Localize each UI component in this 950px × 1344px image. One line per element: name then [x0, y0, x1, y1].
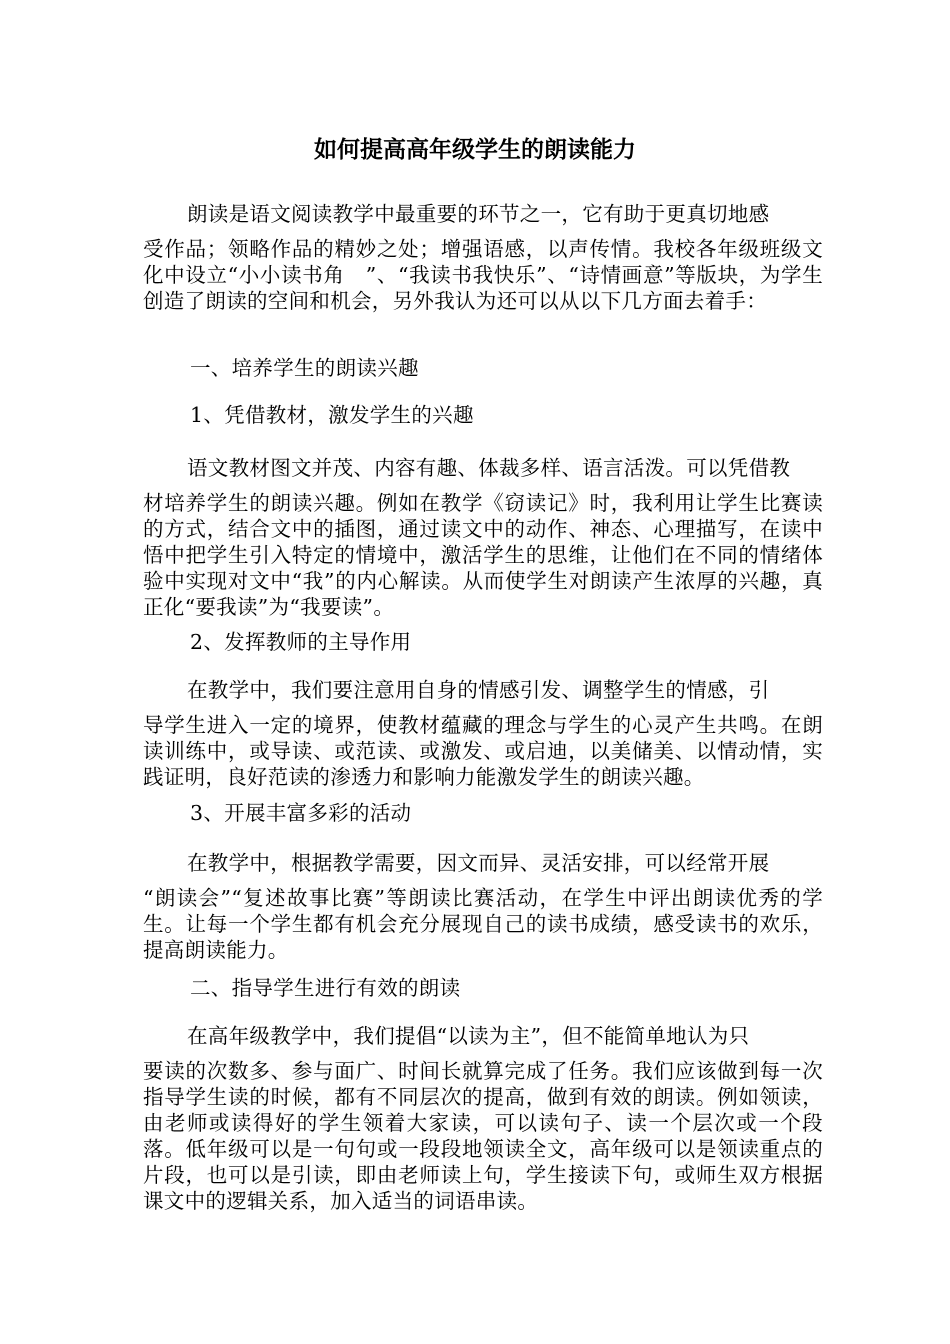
section-heading-1: 一、培养学生的朗读兴趣: [190, 356, 419, 380]
paragraph-effective-reading-first-line: 在高年级教学中，我们提倡“以读为主”，但不能简单地认为只: [187, 1024, 750, 1048]
paragraph-activities-first-line: 在教学中，根据教学需要，因文而异、灵活安排，可以经常开展: [187, 851, 770, 875]
section-heading-2: 二、指导学生进行有效的朗读: [190, 976, 461, 1000]
subsection-heading-1-1: 1、凭借教材，激发学生的兴趣: [190, 403, 474, 427]
subsection-heading-1-2: 2、发挥教师的主导作用: [190, 630, 412, 654]
paragraph-activities-body: “朗读会”“复述故事比赛”等朗读比赛活动，在学生中评出朗读优秀的学生。让每一个学生都有机会充分展现自己的读书成绩，感受读书的欢乐，提高朗读能力。: [143, 886, 823, 962]
paragraph-activities: [143, 850, 823, 963]
paragraph-effective-reading: [143, 1023, 823, 1214]
paragraph-intro-first-line: 朗读是语文阅读教学中最重要的环节之一，它有助于更真切地感: [187, 202, 770, 226]
paragraph-teacher-role: [143, 677, 823, 790]
paragraph-effective-reading-body: 要读的次数多、参与面广、时间长就算完成了任务。我们应该做到每一次指导学生读的时候，都有不同层次的提高，做到有效的朗读。例如领读，由老师或读得好的学生领着大家读，可以读句子、读一个层次或一个段落。低年级可以是一句句或一段段地领读全文，高年级可以是领读重点的片段，也可以是引读，即由老师读上句，学生接读下句，或师生双方根据课文中的逻辑关系，加入适当的词语串读。: [143, 1059, 823, 1213]
paragraph-intro: [143, 201, 823, 314]
paragraph-textbook-body: 材培养学生的朗读兴趣。例如在教学《窃读记》时，我利用让学生比赛读的方式，结合文中的插图，通过读文中的动作、神态、心理描写，在读中悟中把学生引入特定的情境中，激活学生的思维，让他们在不同的情绪体验中实现对文中“我”的内心解读。从而使学生对朗读产生浓厚的兴趣，真正化“要我读”为“我要读”。: [143, 491, 823, 619]
paragraph-textbook: [143, 455, 823, 620]
subsection-heading-1-3: 3、开展丰富多彩的活动: [190, 801, 412, 825]
paragraph-textbook-first-line: 语文教材图文并茂、内容有趣、体裁多样、语言活泼。可以凭借教: [187, 456, 791, 480]
paragraph-teacher-role-body: 导学生进入一定的境界，使教材蕴藏的理念与学生的心灵产生共鸣。在朗读训练中，或导读、或范读、或激发、或启迪，以美储美、以情动情，实践证明，良好范读的渗透力和影响力能激发学生的朗读兴趣。: [143, 713, 823, 789]
paragraph-intro-body: 受作品；领略作品的精妙之处；增强语感，以声传情。我校各年级班级文化中设立“小小读书角 ”、“我读书我快乐”、“诗情画意”等版块，为学生创造了朗读的空间和机会，另外我认为还可以从以下几方面去着手：: [143, 237, 823, 313]
paragraph-teacher-role-first-line: 在教学中，我们要注意用自身的情感引发、调整学生的情感，引: [187, 678, 770, 702]
document-title: 如何提高高年级学生的朗读能力: [314, 136, 636, 163]
